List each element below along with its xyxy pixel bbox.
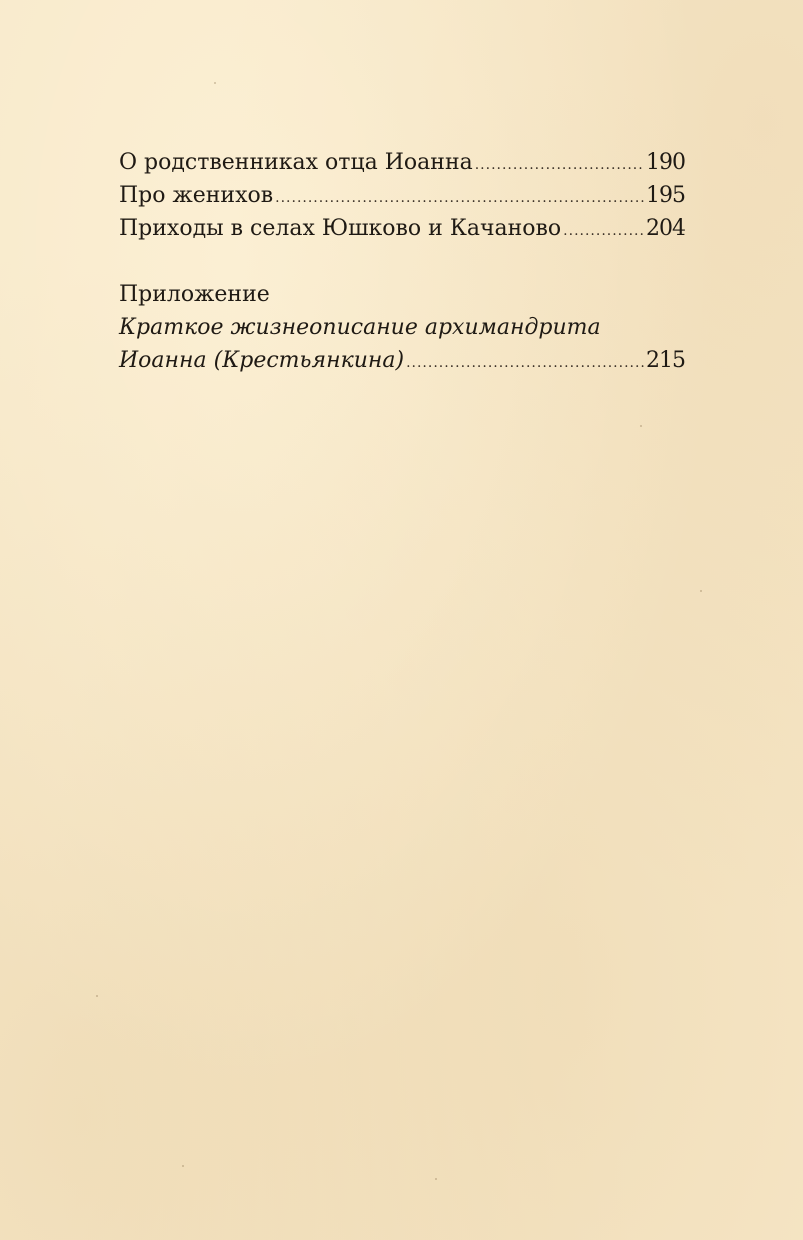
paper-speck — [435, 1178, 437, 1180]
paper-speck — [96, 995, 98, 997]
toc-entry — [119, 146, 685, 179]
appendix-entry-page: 215 — [646, 348, 685, 373]
appendix-heading: Приложение — [119, 282, 270, 307]
dot-leader — [475, 149, 644, 182]
toc-entry-title: Приходы в селах Юшково и Качаново — [119, 216, 562, 241]
toc-entry-page: 190 — [646, 150, 685, 175]
paper-speck — [640, 425, 642, 427]
paper-speck — [214, 82, 216, 84]
toc-entry-page: 195 — [646, 183, 685, 208]
dot-leader — [406, 347, 644, 380]
paper-speck — [700, 590, 702, 592]
toc-entry-title: О родственниках отца Иоанна — [119, 150, 473, 175]
appendix-entry-title-line2: Иоанна (Крестьянкина) — [119, 348, 405, 373]
toc-entry — [119, 179, 685, 212]
paper-speck — [182, 1165, 184, 1167]
toc-entry-title: Про женихов — [119, 183, 274, 208]
toc-entry-page: 204 — [646, 216, 685, 241]
table-of-contents — [119, 146, 685, 377]
toc-entry — [119, 212, 685, 245]
dot-leader — [275, 182, 644, 215]
section-gap — [119, 245, 685, 278]
dot-leader — [563, 215, 644, 248]
toc-entry-appendix — [119, 344, 685, 377]
appendix-entry-title-line1: Краткое жизнеописание архимандрита — [119, 315, 601, 340]
